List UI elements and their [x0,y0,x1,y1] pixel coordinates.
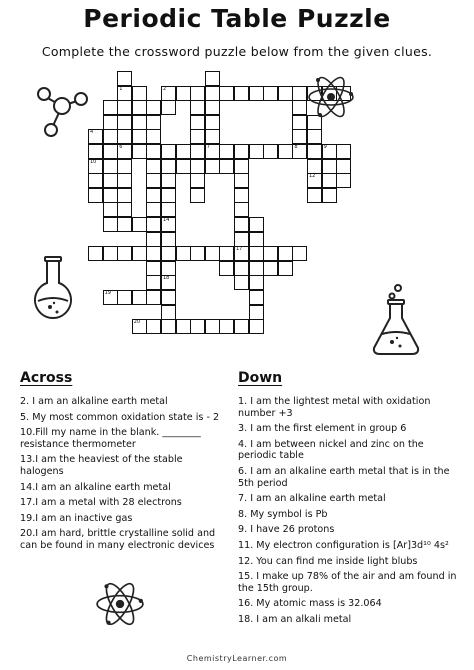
crossword-cell[interactable] [307,159,322,174]
clue-number: 14 [163,217,170,223]
crossword-cell[interactable] [307,144,322,159]
clue-number: 12 [309,173,316,180]
across-clue: 5. My most common oxidation state is - 2 [20,411,220,423]
down-heading: Down [238,370,283,386]
crossword-cell[interactable] [161,202,176,217]
conical-flask-icon [368,282,424,358]
crossword-cell[interactable] [336,144,351,159]
clue-number: 8 [294,144,298,150]
crossword-cell[interactable] [249,144,264,159]
crossword-cell[interactable] [132,290,147,305]
crossword-cell[interactable] [132,319,147,334]
crossword-cell[interactable] [103,202,118,217]
crossword-cell[interactable] [161,100,176,115]
clue-number: 17 [236,246,243,253]
crossword-cell[interactable] [146,275,161,290]
crossword-cell[interactable] [278,261,293,276]
crossword-cell[interactable] [103,159,118,174]
crossword-cell[interactable] [146,232,161,247]
across-clue: 13.I am the heaviest of the stable halogens [20,454,183,477]
crossword-cell[interactable] [146,202,161,217]
crossword-cell[interactable] [263,144,278,159]
crossword-cell[interactable] [132,144,147,159]
crossword-cell[interactable] [249,305,264,320]
crossword-cell[interactable] [190,173,205,188]
page-subtitle: Complete the crossword puzzle below from the given clues. [41,44,433,59]
crossword-cell[interactable] [103,129,118,144]
crossword-cell[interactable] [205,115,220,130]
crossword-cell[interactable] [205,100,220,115]
crossword-cell[interactable] [234,86,249,101]
crossword-cell[interactable] [307,188,322,203]
page-title: Periodic Table Puzzle [83,4,391,33]
crossword-cell[interactable] [161,173,176,188]
crossword-cell[interactable] [88,246,103,261]
crossword-cell[interactable] [234,275,249,290]
down-clue: 1. I am the lightest metal with oxidation number +3 [238,396,431,419]
clue-number: 10 [90,158,97,165]
down-clue: 18. I am an alkali metal [238,613,352,625]
crossword-cell[interactable] [263,261,278,276]
clue-number: 7 [206,144,210,150]
down-clue: 3. I am the first element in group 6 [238,423,407,435]
crossword-cell[interactable] [234,159,249,174]
crossword-cell[interactable] [146,100,161,115]
crossword-cell[interactable] [234,144,249,159]
crossword-cell[interactable] [278,144,293,159]
across-clue: 20.I am hard, brittle crystalline solid and can be found in many electronic devices [20,528,216,551]
crossword-cell[interactable] [322,173,337,188]
crossword-cell[interactable] [292,129,307,144]
crossword-cell[interactable] [234,217,249,232]
crossword-cell[interactable] [190,246,205,261]
crossword-cell[interactable] [146,159,161,174]
across-clue: 14.I am an alkaline earth metal [20,481,171,493]
crossword-cell[interactable] [190,188,205,203]
crossword-cell[interactable] [117,173,132,188]
crossword-cell[interactable] [117,144,132,159]
crossword-cell[interactable] [205,144,220,159]
crossword-cell[interactable] [249,261,264,276]
crossword-cell[interactable] [190,144,205,159]
down-clue: 16. My atomic mass is 32.064 [238,598,382,610]
crossword-cell[interactable] [146,144,161,159]
crossword-cell[interactable] [176,246,191,261]
crossword-cell[interactable] [103,290,118,305]
atom-icon [306,72,356,122]
crossword-cell[interactable] [249,86,264,101]
crossword-cell[interactable] [117,188,132,203]
down-clue: 4. I am between nickel and zinc on the periodic table [238,438,424,462]
crossword-cell[interactable] [176,159,191,174]
crossword-cell[interactable] [322,144,337,159]
crossword-cell[interactable] [146,173,161,188]
crossword-cell[interactable] [103,217,118,232]
clue-number: 4 [90,129,94,136]
crossword-cell[interactable] [117,159,132,174]
crossword-cell[interactable] [117,71,132,86]
clue-number: 6 [119,144,123,150]
across-heading: Across [20,370,73,386]
crossword-cell[interactable] [132,217,147,232]
crossword-cell[interactable] [249,290,264,305]
crossword-cell[interactable] [292,144,307,159]
down-clue: 11. My electron configuration is [Ar]3d¹⁰ 4s² [238,539,449,551]
crossword-cell[interactable] [132,246,147,261]
crossword-cell[interactable] [336,159,351,174]
crossword-cell[interactable] [219,246,234,261]
crossword-cell[interactable] [234,319,249,334]
crossword-cell[interactable] [190,319,205,334]
crossword-cell[interactable] [132,86,147,101]
crossword-cell[interactable] [88,159,103,174]
crossword-cell[interactable] [132,115,147,130]
crossword-cell[interactable] [219,144,234,159]
crossword-cell[interactable] [278,246,293,261]
crossword-cell[interactable] [249,217,264,232]
crossword-cell[interactable] [146,261,161,276]
down-clue: 15. I make up 78% of the air and am found in the 15th group. [238,571,457,594]
crossword-cell[interactable] [117,290,132,305]
crossword-cell[interactable] [146,290,161,305]
across-clue: 17.I am a metal with 28 electrons [20,497,182,509]
crossword-cell[interactable] [205,71,220,86]
down-clue: 6. I am an alkaline earth metal that is in the 5th period [238,465,450,489]
round-flask-icon [30,255,76,325]
crossword-cell[interactable] [88,144,103,159]
crossword-cell[interactable] [117,246,132,261]
crossword-cell[interactable] [176,319,191,334]
crossword-cell[interactable] [132,129,147,144]
crossword-cell[interactable] [117,86,132,101]
across-clue: 19.I am an inactive gas [20,512,133,524]
crossword-cell[interactable] [234,188,249,203]
crossword-cell[interactable] [117,217,132,232]
crossword-cell[interactable] [117,100,132,115]
crossword-cell[interactable] [249,246,264,261]
crossword-cell[interactable] [205,129,220,144]
crossword-cell[interactable] [278,86,293,101]
crossword-cell[interactable] [161,159,176,174]
crossword-cell[interactable] [146,115,161,130]
crossword-cell[interactable] [88,188,103,203]
crossword-cell[interactable] [219,261,234,276]
crossword-cell[interactable] [190,86,205,101]
across-clues [20,396,226,556]
crossword-cell[interactable] [161,246,176,261]
crossword-cell[interactable] [263,246,278,261]
crossword-cell[interactable] [307,129,322,144]
crossword-cell[interactable] [103,100,118,115]
crossword-cell[interactable] [117,115,132,130]
crossword-cell[interactable] [219,159,234,174]
crossword-cell[interactable] [234,261,249,276]
clue-number: 18 [163,275,170,282]
across-clue: 2. I am an alkaline earth metal [20,396,168,407]
down-clue: 9. I have 26 protons [238,524,335,536]
clue-number: 9 [323,144,327,150]
crossword-cell[interactable] [249,275,264,290]
crossword-cell[interactable] [161,305,176,320]
crossword-cell[interactable] [234,232,249,247]
crossword-cell[interactable] [103,246,118,261]
crossword-cell[interactable] [205,159,220,174]
crossword-cell[interactable] [219,86,234,101]
crossword-cell[interactable] [190,129,205,144]
crossword-cell[interactable] [322,159,337,174]
crossword-cell[interactable] [132,100,147,115]
crossword-cell[interactable] [161,217,176,232]
crossword-cell[interactable] [263,86,278,101]
crossword-cell[interactable] [146,129,161,144]
down-clue: 7. I am an alkaline earth metal [238,493,386,505]
down-clue: 12. You can find me inside light blubs [238,555,418,567]
crossword-cell[interactable] [161,275,176,290]
atom-icon [94,578,146,630]
crossword-cell[interactable] [336,173,351,188]
crossword-cell[interactable] [249,232,264,247]
crossword-cell[interactable] [161,86,176,101]
crossword-cell[interactable] [117,129,132,144]
crossword-cell[interactable] [117,202,132,217]
crossword-cell[interactable] [146,188,161,203]
crossword-cell[interactable] [88,173,103,188]
crossword-cell[interactable] [146,246,161,261]
clue-number: 20 [133,319,141,326]
crossword-cell[interactable] [205,319,220,334]
crossword-cell[interactable] [205,246,220,261]
molecule-icon [32,78,92,140]
crossword-cell[interactable] [234,246,249,261]
crossword-cell[interactable] [249,319,264,334]
crossword-cell[interactable] [307,173,322,188]
clue-number: 1 [119,85,123,92]
crossword-cell[interactable] [146,319,161,334]
crossword-cell[interactable] [292,246,307,261]
crossword-cell[interactable] [176,144,191,159]
crossword-cell[interactable] [234,173,249,188]
crossword-cell[interactable] [205,86,220,101]
crossword-cell[interactable] [103,173,118,188]
crossword-cell[interactable] [103,115,118,130]
crossword-cell[interactable] [103,144,118,159]
crossword-cell[interactable] [103,188,118,203]
crossword-cell[interactable] [190,100,205,115]
crossword-cell[interactable] [161,232,176,247]
clue-number: 2 [163,85,167,92]
crossword-cell[interactable] [190,159,205,174]
crossword-cell[interactable] [146,217,161,232]
down-clue: 8. My symbol is Pb [238,508,328,520]
crossword-cell[interactable] [161,290,176,305]
crossword-cell[interactable] [322,188,337,203]
crossword-cell[interactable] [161,319,176,334]
down-clues [238,396,460,630]
footer-credit: ChemistryLearner.com [186,654,288,663]
crossword-cell[interactable] [234,202,249,217]
crossword-cell[interactable] [161,261,176,276]
crossword-cell[interactable] [190,115,205,130]
crossword-cell[interactable] [219,319,234,334]
crossword-cell[interactable] [161,144,176,159]
across-clue: 10.Fill my name in the blank. ________ resistance thermometer [20,427,201,450]
crossword-cell[interactable] [176,86,191,101]
clue-number: 19 [104,290,111,296]
crossword-cell[interactable] [161,188,176,203]
